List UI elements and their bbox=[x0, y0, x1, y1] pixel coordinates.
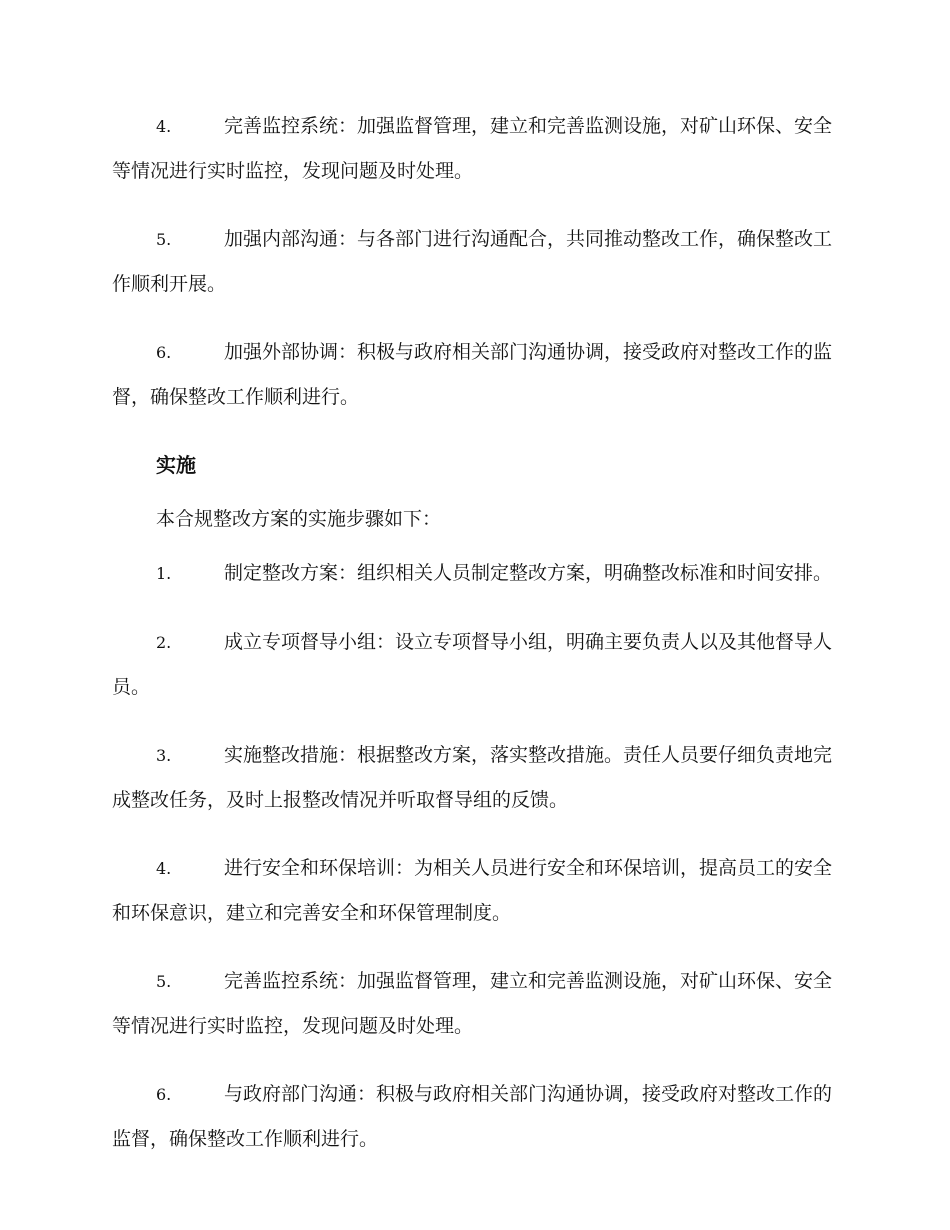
list-item bbox=[112, 846, 832, 935]
list-item bbox=[112, 104, 832, 193]
list-item-text: 完善监控系统：加强监督管理，建立和完善监测设施，对矿山环保、安全等情况进行实时监控，发现问题及时处理。 bbox=[112, 115, 833, 182]
list-item-text: 加强外部协调：积极与政府相关部门沟通协调，接受政府对整改工作的监督，确保整改工作顺利进行。 bbox=[112, 341, 833, 408]
list-item-text: 完善监控系统：加强监督管理，建立和完善监测设施，对矿山环保、安全等情况进行实时监控，发现问题及时处理。 bbox=[112, 970, 833, 1037]
list-item bbox=[112, 1072, 832, 1161]
list-item-number: 1. bbox=[156, 564, 172, 583]
document-page bbox=[112, 104, 832, 1185]
list-item-number: 4. bbox=[156, 859, 172, 878]
section-intro: 本合规整改方案的实施步骤如下： bbox=[156, 508, 442, 530]
list-item-text: 成立专项督导小组：设立专项督导小组，明确主要负责人以及其他督导人员。 bbox=[112, 631, 833, 698]
list-item bbox=[112, 551, 832, 596]
list-item-number: 5. bbox=[156, 972, 172, 991]
list-item bbox=[112, 959, 832, 1048]
list-item-text: 进行安全和环保培训：为相关人员进行安全和环保培训，提高员工的安全和环保意识，建立和完善安全和环保管理制度。 bbox=[112, 857, 833, 924]
list-item-number: 4. bbox=[156, 117, 172, 136]
list-item bbox=[112, 620, 832, 709]
list-item-text: 加强内部沟通：与各部门进行沟通配合，共同推动整改工作，确保整改工作顺利开展。 bbox=[112, 228, 833, 295]
section-heading: 实施 bbox=[156, 453, 196, 477]
list-item-number: 5. bbox=[156, 230, 172, 249]
list-item-number: 6. bbox=[156, 343, 172, 362]
list-item-number: 3. bbox=[156, 746, 172, 765]
list-item-text: 制定整改方案：组织相关人员制定整改方案，明确整改标准和时间安排。 bbox=[224, 562, 833, 584]
list-item-number: 2. bbox=[156, 633, 172, 652]
list-item bbox=[112, 330, 832, 419]
list-item-text: 实施整改措施：根据整改方案，落实整改措施。责任人员要仔细负责地完成整改任务，及时上报整改情况并听取督导组的反馈。 bbox=[112, 744, 833, 811]
list-item bbox=[112, 217, 832, 306]
list-item-number: 6. bbox=[156, 1085, 172, 1104]
list-item bbox=[112, 733, 832, 822]
list-item-text: 与政府部门沟通：积极与政府相关部门沟通协调，接受政府对整改工作的监督，确保整改工作顺利进行。 bbox=[112, 1083, 833, 1150]
